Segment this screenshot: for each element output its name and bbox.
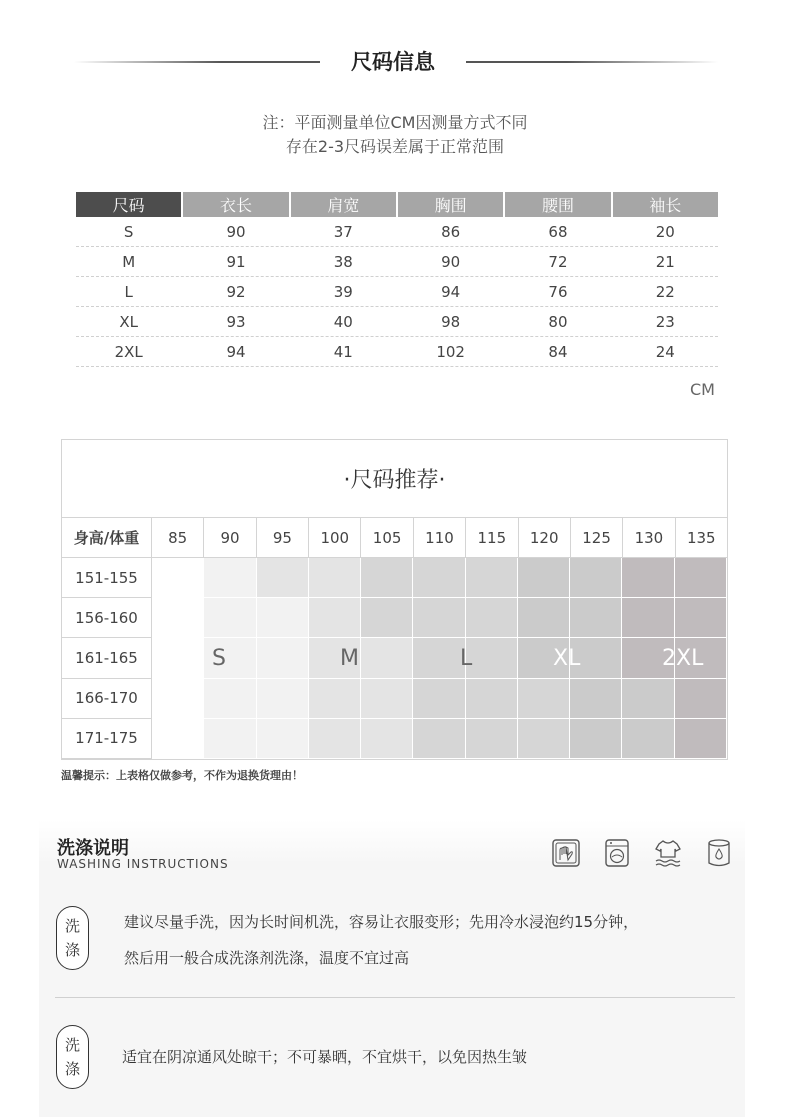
height-row	[62, 719, 727, 759]
grid-cell	[413, 558, 465, 598]
weight-header-cell: 135	[686, 528, 716, 547]
size-table-header	[76, 192, 718, 217]
grid-cell	[518, 598, 570, 638]
weight-header-cell: 100	[309, 518, 361, 557]
dry-badge-char: 涤	[64, 1060, 80, 1078]
grid-cell	[309, 719, 361, 759]
grid-cell	[413, 598, 465, 638]
table-cell: 37	[333, 222, 353, 241]
weight-header-cell: 105	[361, 518, 413, 557]
grid-cell	[518, 558, 570, 598]
measurement-note-line1: 注：平面测量单位CM因测量方式不同	[262, 113, 528, 132]
height-label: 151-155	[62, 558, 152, 598]
header-cell-shoulder: 肩宽	[291, 192, 396, 217]
grid-cell	[152, 719, 204, 759]
hand-wash-icon	[551, 838, 581, 868]
table-cell: 92	[226, 282, 246, 301]
grid-cell	[518, 719, 570, 759]
height-label: 161-165	[62, 638, 152, 678]
table-row	[76, 337, 718, 367]
table-cell: 21	[655, 252, 675, 271]
grid-cell	[204, 558, 256, 598]
grid-cell	[570, 598, 622, 638]
size-table	[76, 192, 718, 367]
grid-cell	[309, 598, 361, 638]
grid-cell	[361, 679, 413, 719]
table-cell: XL	[119, 312, 138, 331]
table-cell: 102	[436, 342, 465, 361]
grid-cell	[622, 679, 674, 719]
table-cell: 22	[655, 282, 675, 301]
recommendation-title: ·尺码推荐·	[62, 440, 727, 518]
dry-badge-char: 洗	[64, 1036, 80, 1054]
recommendation-grid	[62, 558, 727, 759]
grid-cell	[204, 679, 256, 719]
wash-badge	[56, 906, 89, 970]
header-cell-sleeve: 袖长	[613, 192, 718, 217]
table-row	[76, 307, 718, 337]
grid-cell	[361, 558, 413, 598]
wash-instruction-line2: 然后用一般合成洗涤剂洗涤，温度不宜过高	[124, 949, 410, 967]
title-left-line	[74, 61, 320, 63]
grid-cell	[413, 719, 465, 759]
section-divider	[55, 997, 735, 998]
grid-cell	[257, 679, 309, 719]
washing-machine-icon	[602, 838, 632, 868]
header-cell-length: 衣长	[183, 192, 288, 217]
grid-cell	[152, 679, 204, 719]
grid-cell	[675, 679, 727, 719]
table-cell: 38	[333, 252, 353, 271]
table-cell: 98	[441, 312, 461, 331]
table-cell: 90	[441, 252, 461, 271]
grid-cell	[361, 598, 413, 638]
table-cell: 23	[655, 312, 675, 331]
grid-cell	[257, 638, 309, 678]
table-cell: S	[123, 222, 134, 241]
table-cell: 86	[441, 222, 461, 241]
table-cell: M	[122, 252, 136, 271]
grid-cell	[309, 679, 361, 719]
grid-cell	[675, 558, 727, 598]
header-cell-chest: 胸围	[398, 192, 503, 217]
grid-cell	[466, 719, 518, 759]
table-cell: L	[124, 282, 133, 301]
table-cell: 20	[655, 222, 675, 241]
grid-cell	[466, 598, 518, 638]
table-cell: 76	[548, 282, 568, 301]
table-row	[76, 277, 718, 307]
weight-header-cell: 125	[571, 518, 623, 557]
measurement-note-line2: 存在2-3尺码误差属于正常范围	[285, 137, 505, 156]
grid-cell	[570, 558, 622, 598]
table-cell: 94	[226, 342, 246, 361]
grid-cell	[152, 598, 204, 638]
weight-header-cell: 120	[519, 518, 571, 557]
grid-cell	[570, 679, 622, 719]
washing-title: 洗涤说明	[57, 838, 129, 859]
weight-header-cell: 115	[466, 518, 518, 557]
bucket-water-icon	[704, 838, 734, 868]
wash-instruction-line1: 建议尽量手洗，因为长时间机洗，容易让衣服变形；先用冷水浸泡约15分钟，	[124, 913, 639, 931]
wash-badge-char: 涤	[64, 941, 80, 959]
grid-cell	[257, 719, 309, 759]
grid-cell	[413, 679, 465, 719]
size-zone-label-s: S	[212, 645, 226, 671]
washing-subtitle: WASHING INSTRUCTIONS	[57, 857, 229, 871]
height-label: 166-170	[62, 679, 152, 719]
shirt-water-icon	[653, 838, 683, 868]
page-title: 尺码信息	[351, 50, 435, 74]
dry-instruction-line: 适宜在阴凉通风处晾干；不可暴晒，不宜烘干，以免因热生皱	[122, 1048, 528, 1066]
title-right-line	[466, 61, 718, 63]
table-cell: 24	[655, 342, 675, 361]
grid-cell	[204, 598, 256, 638]
grid-cell	[257, 598, 309, 638]
grid-cell	[466, 679, 518, 719]
height-row	[62, 558, 727, 598]
table-cell: 40	[333, 312, 353, 331]
table-cell: 90	[226, 222, 246, 241]
grid-cell	[309, 558, 361, 598]
table-cell: 41	[333, 342, 353, 361]
height-label: 171-175	[62, 719, 152, 759]
grid-cell	[257, 558, 309, 598]
table-cell: 91	[226, 252, 246, 271]
size-zone-label-m: M	[340, 645, 359, 671]
grid-cell	[675, 719, 727, 759]
grid-cell	[361, 638, 413, 678]
grid-cell	[204, 719, 256, 759]
table-row	[76, 217, 718, 247]
grid-cell	[622, 719, 674, 759]
size-zone-label-l: L	[460, 645, 473, 671]
dry-badge	[56, 1025, 89, 1089]
table-row	[76, 247, 718, 277]
weight-header-cell: 130	[623, 518, 675, 557]
table-cell: 80	[548, 312, 568, 331]
table-cell: 2XL	[114, 342, 143, 361]
table-cell: 93	[226, 312, 246, 331]
size-zone-label-2xl: 2XL	[662, 645, 704, 671]
height-row	[62, 679, 727, 719]
size-recommendation-table	[61, 439, 728, 760]
header-cell-waist: 腰围	[505, 192, 610, 217]
grid-cell	[570, 719, 622, 759]
height-weight-corner-label: 身高/体重	[62, 518, 152, 557]
grid-cell	[152, 558, 204, 598]
weight-header-row	[62, 518, 727, 558]
weight-header-cell: 90	[204, 518, 256, 557]
grid-cell	[622, 598, 674, 638]
weight-header-cell: 110	[414, 518, 466, 557]
grid-cell	[466, 638, 518, 678]
weight-header-cell: 85	[152, 518, 204, 557]
grid-cell	[413, 638, 465, 678]
grid-cell	[622, 558, 674, 598]
reference-tip: 温馨提示：上表格仅做参考，不作为退换货理由！	[61, 769, 303, 782]
header-cell-size: 尺码	[76, 192, 181, 217]
care-icons	[551, 838, 734, 868]
table-cell: 94	[441, 282, 461, 301]
height-row	[62, 638, 727, 678]
grid-cell	[518, 679, 570, 719]
table-cell: 39	[333, 282, 353, 301]
table-cell: 84	[548, 342, 568, 361]
grid-cell	[361, 719, 413, 759]
unit-label: CM	[690, 380, 715, 399]
grid-cell	[675, 598, 727, 638]
height-row	[62, 598, 727, 638]
grid-cell	[466, 558, 518, 598]
weight-header-cell: 95	[257, 518, 309, 557]
table-cell: 68	[548, 222, 568, 241]
wash-badge-char: 洗	[64, 917, 80, 935]
height-label: 156-160	[62, 598, 152, 638]
table-cell: 72	[548, 252, 568, 271]
grid-cell	[152, 638, 204, 678]
size-zone-label-xl: XL	[553, 645, 581, 671]
